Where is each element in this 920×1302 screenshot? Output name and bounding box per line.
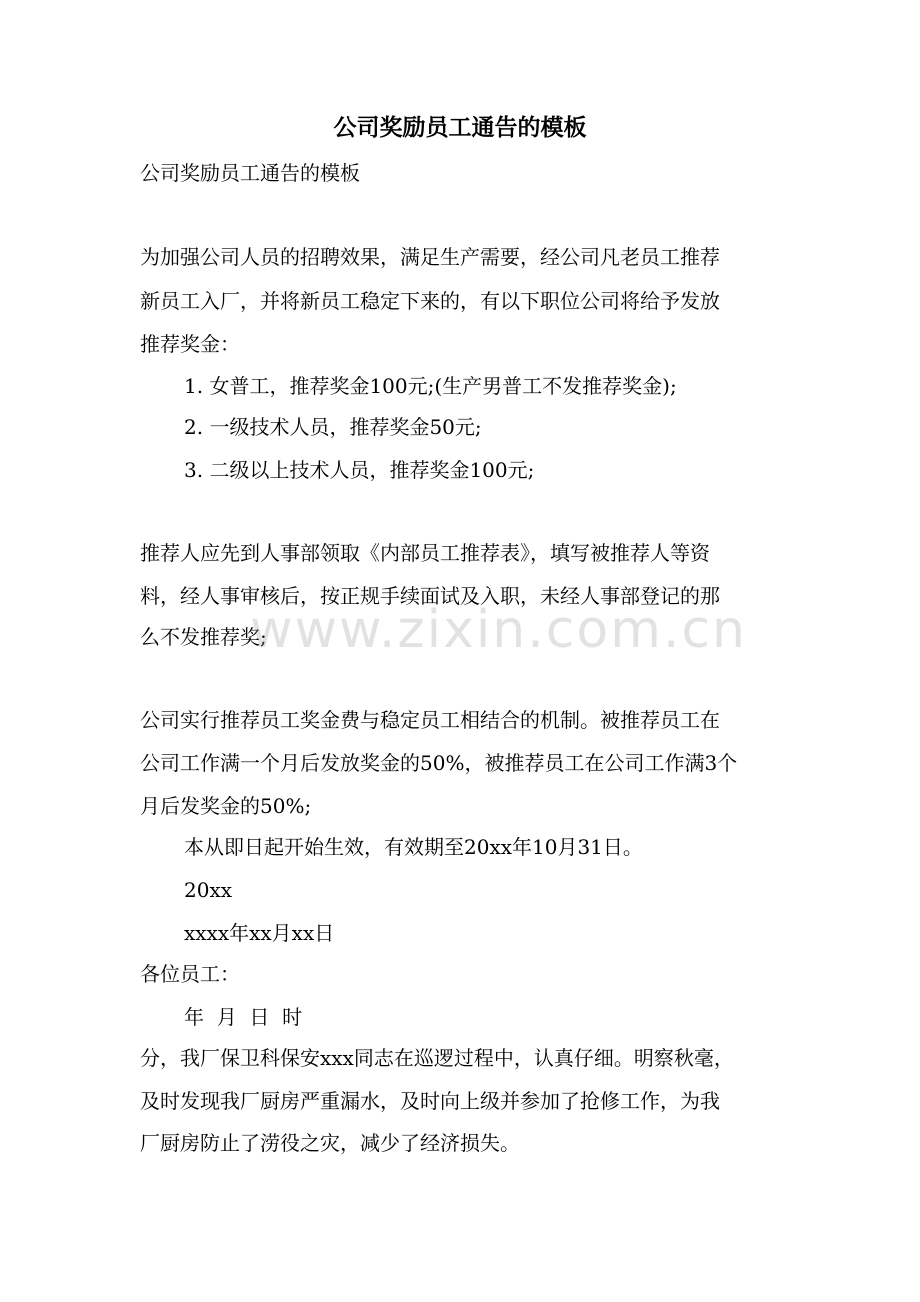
paragraph-line: 推荐人应先到人事部领取《内部员工推荐表》，填写被推荐人等资 bbox=[140, 541, 710, 565]
paragraph-line: 料，经人事审核后，按正规手续面试及入职，未经人事部登记的那 bbox=[140, 584, 720, 608]
year-line: 20xx bbox=[184, 878, 233, 902]
paragraph-line: 公司工作满一个月后发放奖金的50%，被推荐员工在公司工作满3个 bbox=[140, 751, 738, 775]
paragraph-line: 月后发奖金的50%; bbox=[140, 794, 312, 818]
time-line: 年 月 日 时 bbox=[184, 1005, 303, 1029]
paragraph-line: 么不发推荐奖; bbox=[140, 625, 267, 649]
list-item: 2. 一级技术人员，推荐奖金50元; bbox=[184, 415, 482, 439]
paragraph-line: 厂厨房防止了涝役之灾，减少了经济损失。 bbox=[140, 1131, 520, 1155]
watermark: www.zixin.com.cn bbox=[250, 600, 747, 660]
paragraph-line: 及时发现我厂厨房严重漏水，及时向上级并参加了抢修工作，为我 bbox=[140, 1089, 720, 1113]
paragraph-line: 推荐奖金： bbox=[140, 332, 240, 356]
paragraph-line: 分，我厂保卫科保安xxx同志在巡逻过程中，认真仔细。明察秋毫， bbox=[140, 1046, 734, 1070]
effective-date-line: 本从即日起开始生效，有效期至20xx年10月31日。 bbox=[184, 835, 643, 859]
paragraph-line: 公司实行推荐员工奖金费与稳定员工相结合的机制。被推荐员工在 bbox=[140, 708, 720, 732]
document-subtitle: 公司奖励员工通告的模板 bbox=[140, 161, 360, 185]
date-line: xxxx年xx月xx日 bbox=[184, 921, 335, 945]
greeting-line: 各位员工： bbox=[140, 962, 240, 986]
list-item: 3. 二级以上技术人员，推荐奖金100元; bbox=[184, 458, 535, 482]
paragraph-line: 新员工入厂，并将新员工稳定下来的，有以下职位公司将给予发放 bbox=[140, 289, 720, 313]
paragraph-line: 为加强公司人员的招聘效果，满足生产需要，经公司凡老员工推荐 bbox=[140, 245, 720, 269]
document-title: 公司奖励员工通告的模板 bbox=[333, 114, 587, 141]
list-item: 1. 女普工，推荐奖金100元;(生产男普工不发推荐奖金); bbox=[184, 374, 677, 398]
